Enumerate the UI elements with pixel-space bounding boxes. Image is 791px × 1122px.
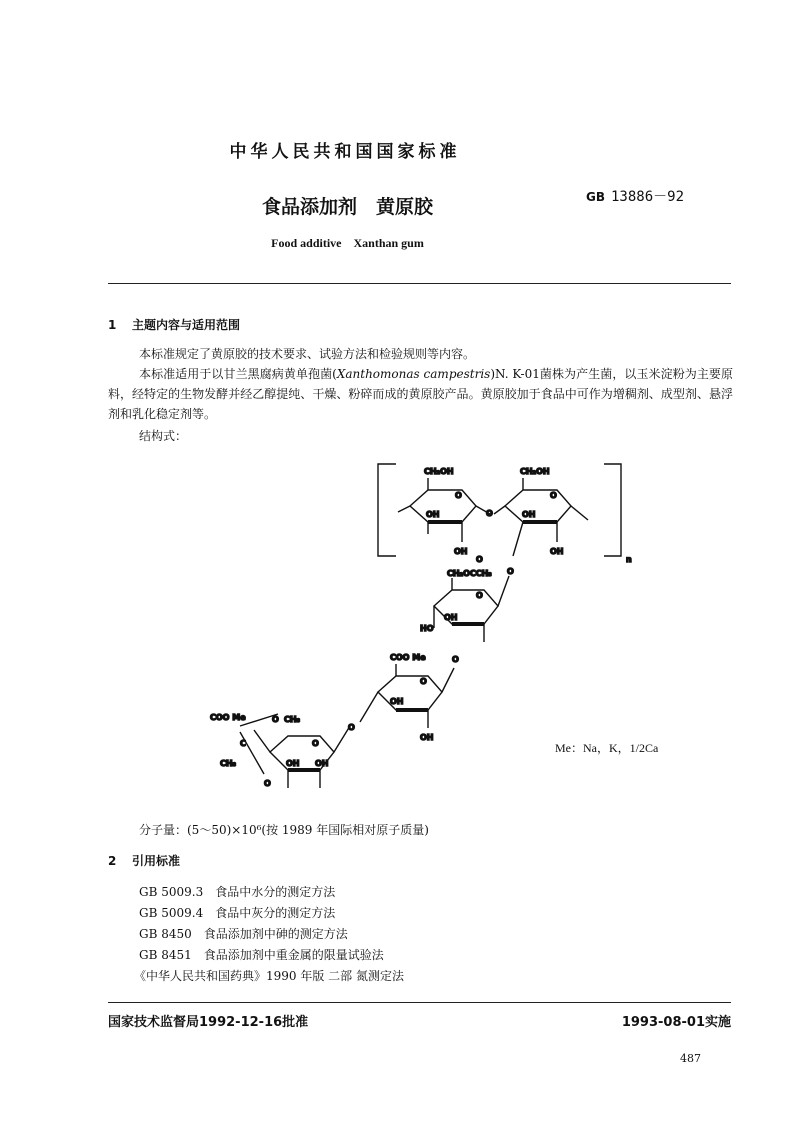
molecular-weight: 分子量：(5～50)×10⁶(按 1989 年国际相对原子质量) [139, 823, 429, 837]
species-name: Xanthomonas campestris [336, 367, 491, 381]
ring-sidechain-3 [434, 576, 509, 642]
label-oh-ring4-bottom: OH [420, 733, 434, 742]
structure-label: 结构式： [139, 429, 188, 443]
section-1-paragraph-2 [108, 364, 733, 424]
section-1-number: 1 [108, 318, 117, 332]
label-ch3-ring5: CH₃ [220, 759, 237, 768]
label-ch3-ring5-top: CH₃ [284, 715, 301, 724]
standard-number-value: 13886－92 [611, 189, 685, 205]
label-o-link-2: O [507, 567, 514, 576]
label-coome-ring5: COO Me [210, 713, 246, 722]
label-oh-ring2: OH [522, 510, 536, 519]
label-o-ring5: O [312, 739, 319, 748]
label-acetyl: CH₂OCCH₃ [447, 569, 492, 578]
label-o-ring2: O [550, 491, 557, 500]
label-oh-ring5: OH [286, 759, 300, 768]
label-o-acetal: O [272, 715, 279, 724]
standard-code: GB [586, 190, 605, 204]
label-o-ring5-bottom: O [264, 779, 271, 788]
label-o-link-4: O [348, 723, 355, 732]
english-title: Food additive Xanthan gum [271, 236, 424, 250]
reference-item: GB 8451 食品添加剂中重金属的限量试验法 [139, 948, 384, 962]
para2-text-a: 本标准适用于以甘兰黑腐病黄单孢菌( [139, 367, 337, 381]
para2-text-b: )N. K-01菌株为产生菌，以玉米淀粉为主要原料，经特定的生物发酵并经乙醇提纯、干燥、粉碎而成的黄原胶产品。黄原胶加于食品中可作为增稠剂、成型剂、悬浮剂和乳化稳定剂等。 [108, 367, 733, 421]
label-o-carbonyl: O [476, 555, 483, 564]
label-oh-ring4: OH [390, 697, 404, 706]
reference-item: GB 8450 食品添加剂中砷的测定方法 [139, 927, 348, 941]
chinese-title: 食品添加剂 黄原胶 [261, 196, 433, 218]
label-oh-ring3: OH [444, 613, 458, 622]
label-o-ring1: O [455, 491, 462, 500]
reference-item: GB 5009.3 食品中水分的测定方法 [139, 885, 336, 899]
right-bracket [604, 464, 621, 556]
section-2-title: 引用标准 [132, 854, 181, 868]
bottom-divider [108, 1002, 731, 1003]
effective-date: 1993-08-01实施 [621, 1015, 731, 1030]
section-2-heading [108, 852, 180, 869]
standard-number [586, 186, 684, 206]
label-oh-ring2-bottom: OH [550, 547, 564, 556]
section-1-heading [108, 316, 240, 333]
approval-line: 国家技术监督局1992-12-16批准 [108, 1015, 309, 1030]
cation-note: Me：Na，K，1/2Ca [555, 741, 659, 755]
left-bracket [378, 464, 396, 556]
section-1-paragraph-1: 本标准规定了黄原胶的技术要求、试验方法和检验规则等内容。 [139, 347, 476, 361]
ring-sidechain-4 [360, 664, 454, 728]
label-oh-ring1: OH [426, 510, 440, 519]
label-o-ring3: O [476, 591, 483, 600]
label-o-link-3: O [452, 655, 459, 664]
label-c-acetal: C [240, 739, 246, 748]
label-n: n [626, 555, 632, 564]
label-oh-ring5-right: OH [315, 759, 329, 768]
label-ho-ring3: HO [420, 624, 434, 633]
ring-sidechain-5 [240, 714, 350, 788]
label-ch2oh-1: CH₂OH [424, 467, 454, 476]
label-o-link: O [486, 509, 493, 518]
national-standard-heading: 中华人民共和国国家标准 [229, 142, 461, 162]
section-1-title: 主题内容与适用范围 [132, 318, 241, 332]
label-oh-ring1-bottom: OH [454, 547, 468, 556]
label-coome-ring4: COO Me [390, 653, 426, 662]
label-ch2oh-2: CH₂OH [520, 467, 550, 476]
top-divider [108, 283, 731, 284]
page-number: 487 [680, 1052, 701, 1065]
reference-item: 《中华人民共和国药典》1990 年版 二部 氮测定法 [134, 969, 404, 983]
label-o-ring4: O [420, 677, 427, 686]
section-2-number: 2 [108, 854, 117, 868]
reference-item: GB 5009.4 食品中灰分的测定方法 [139, 906, 336, 920]
